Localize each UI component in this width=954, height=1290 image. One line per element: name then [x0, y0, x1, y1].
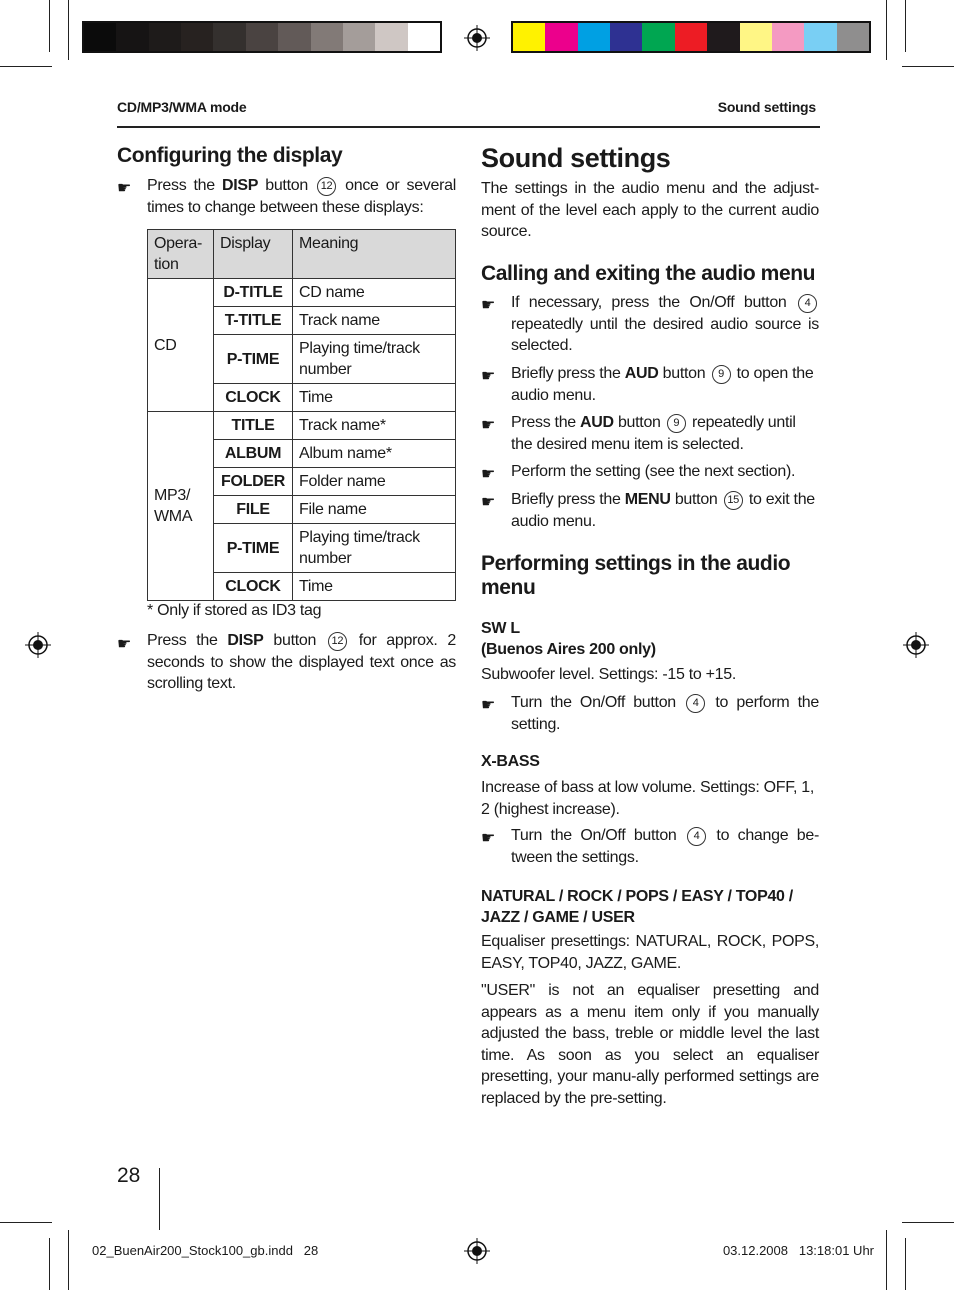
running-header-left: CD/MP3/WMA mode	[117, 99, 247, 115]
setting-title: NATURAL / ROCK / POPS / EASY / TOP40 / JAZZ / GAME / USER	[481, 888, 793, 926]
meaning-cell: Folder name	[293, 468, 456, 496]
table-row	[148, 279, 456, 307]
display-cell: CLOCK	[214, 384, 293, 412]
color-swatch	[675, 23, 707, 51]
display-cell: CLOCK	[214, 573, 293, 601]
display-cell: FILE	[214, 496, 293, 524]
instruction-step: Turn the On/Off button 4 to perform the setting.	[511, 694, 819, 733]
gray-swatch	[375, 23, 407, 51]
grayscale-bar	[82, 21, 442, 53]
crop-mark	[886, 1230, 887, 1290]
gray-swatch	[311, 23, 343, 51]
button-number-badge: 4	[798, 294, 817, 313]
crop-mark	[902, 66, 954, 67]
gray-swatch	[84, 23, 116, 51]
display-cell: FOLDER	[214, 468, 293, 496]
setting-title: X-BASS	[481, 753, 540, 770]
instruction-step: Briefly press the MENU button 15 to exit the audio menu.	[511, 491, 815, 530]
footer-filename: 02_BuenAir200_Stock100_gb.indd 28	[92, 1243, 319, 1258]
crop-mark	[68, 1230, 69, 1290]
display-cell: T-TITLE	[214, 307, 293, 335]
table-row	[148, 412, 456, 440]
button-number-badge: 9	[667, 414, 686, 433]
page-title: Sound settings	[481, 143, 671, 173]
pointing-hand-icon: ☛	[481, 697, 496, 714]
registration-target-icon	[464, 1238, 490, 1264]
pointing-hand-icon: ☛	[481, 417, 496, 434]
color-swatch	[610, 23, 642, 51]
gray-swatch	[181, 23, 213, 51]
meaning-cell: Album name*	[293, 440, 456, 468]
gray-swatch	[246, 23, 278, 51]
instruction-step: Press the DISP button 12 once or several times to change between these displays:	[147, 177, 456, 216]
meaning-cell: CD name	[293, 279, 456, 307]
button-number-badge: 12	[328, 632, 347, 651]
registration-target-icon	[25, 632, 51, 658]
meaning-cell: Time	[293, 384, 456, 412]
button-number-badge: 15	[724, 491, 743, 510]
display-cell: P-TIME	[214, 524, 293, 573]
registration-target-icon	[464, 25, 490, 51]
table-header-row	[148, 230, 456, 279]
intro-paragraph: The settings in the audio menu and the adjust-ment of the level each apply to the current audio source.	[481, 180, 819, 240]
setting-description: Equaliser presettings: NATURAL, ROCK, POPS, EASY, TOP40, JAZZ, GAME.	[481, 933, 819, 972]
display-cell: D-TITLE	[214, 279, 293, 307]
crop-mark	[68, 0, 69, 60]
pointing-hand-icon: ☛	[481, 466, 496, 483]
pointing-hand-icon: ☛	[481, 368, 496, 385]
button-number-badge: 4	[686, 694, 705, 713]
display-modes-table	[147, 229, 456, 601]
crop-mark	[49, 0, 50, 52]
color-swatch	[707, 23, 739, 51]
meaning-cell: Track name	[293, 307, 456, 335]
column-header: Display	[214, 230, 293, 279]
color-swatch	[578, 23, 610, 51]
setting-description: Increase of bass at low volume. Settings: OFF, 1, 2 (highest increase).	[481, 779, 815, 818]
gray-swatch	[408, 23, 440, 51]
instruction-step: Turn the On/Off button 4 to change be-tween the settings.	[511, 827, 819, 866]
instruction-step: Press the DISP button 12 for approx. 2 seconds to show the displayed text once as scrolling text.	[147, 632, 456, 692]
footer-timestamp: 03.12.2008 13:18:01 Uhr	[722, 1243, 874, 1258]
setting-description: Subwoofer level. Settings: -15 to +15.	[481, 666, 736, 683]
header-rule	[117, 126, 820, 128]
pointing-hand-icon: ☛	[117, 636, 132, 653]
page-edge-mark	[159, 1168, 160, 1230]
crop-mark	[886, 0, 887, 60]
gray-swatch	[149, 23, 181, 51]
section-heading: Calling and exiting the audio menu	[481, 262, 816, 285]
page-number: 28	[117, 1164, 141, 1187]
setting-subtitle: (Buenos Aires 200 only)	[481, 641, 656, 658]
meaning-cell: Playing time/track number	[293, 524, 456, 573]
meaning-cell: File name	[293, 496, 456, 524]
gray-swatch	[278, 23, 310, 51]
pointing-hand-icon: ☛	[481, 297, 496, 314]
crop-mark	[902, 1222, 954, 1223]
color-swatch	[740, 23, 772, 51]
running-header-right: Sound settings	[717, 99, 816, 115]
column-header: Opera-tion	[148, 230, 214, 279]
operation-cell: MP3/ WMA	[148, 412, 214, 601]
button-number-badge: 12	[317, 177, 336, 196]
meaning-cell: Track name*	[293, 412, 456, 440]
meaning-cell: Playing time/track number	[293, 335, 456, 384]
color-swatch	[772, 23, 804, 51]
button-number-badge: 9	[712, 365, 731, 384]
display-cell: TITLE	[214, 412, 293, 440]
setting-note: "USER" is not an equaliser presetting and appears as a menu item only if you manually adjusted the bass, treble or middle level the last time. As soon as you select an equaliser presetting, your manu-ally performed settings are replaced by the pre-setting.	[481, 982, 819, 1107]
instruction-step: If necessary, press the On/Off button 4 repeatedly until the desired audio source is selected.	[511, 294, 819, 354]
color-swatch	[545, 23, 577, 51]
color-swatch	[642, 23, 674, 51]
crop-mark	[0, 1222, 52, 1223]
column-header: Meaning	[293, 230, 456, 279]
pointing-hand-icon: ☛	[117, 180, 132, 197]
display-cell: ALBUM	[214, 440, 293, 468]
instruction-step: Perform the setting (see the next section).	[511, 463, 796, 480]
display-cell: P-TIME	[214, 335, 293, 384]
section-heading: Performing settings in the audio menu	[481, 552, 791, 599]
meaning-cell: Time	[293, 573, 456, 601]
pointing-hand-icon: ☛	[481, 830, 496, 847]
setting-title: SW L	[481, 620, 520, 637]
table-footnote: * Only if stored as ID3 tag	[147, 602, 322, 619]
registration-target-icon	[903, 632, 929, 658]
crop-mark	[0, 66, 52, 67]
crop-mark	[49, 1238, 50, 1290]
crop-mark	[905, 1238, 906, 1290]
color-process-bar	[511, 21, 871, 53]
color-swatch	[513, 23, 545, 51]
gray-swatch	[343, 23, 375, 51]
color-swatch	[837, 23, 869, 51]
crop-mark	[905, 0, 906, 52]
color-swatch	[804, 23, 836, 51]
operation-cell: CD	[148, 279, 214, 412]
instruction-step: Briefly press the AUD button 9 to open the audio menu.	[511, 365, 814, 404]
instruction-step: Press the AUD button 9 repeatedly until the desired menu item is selected.	[511, 414, 796, 453]
gray-swatch	[213, 23, 245, 51]
gray-swatch	[116, 23, 148, 51]
section-heading: Configuring the display	[117, 144, 343, 167]
button-number-badge: 4	[687, 827, 706, 846]
pointing-hand-icon: ☛	[481, 494, 496, 511]
